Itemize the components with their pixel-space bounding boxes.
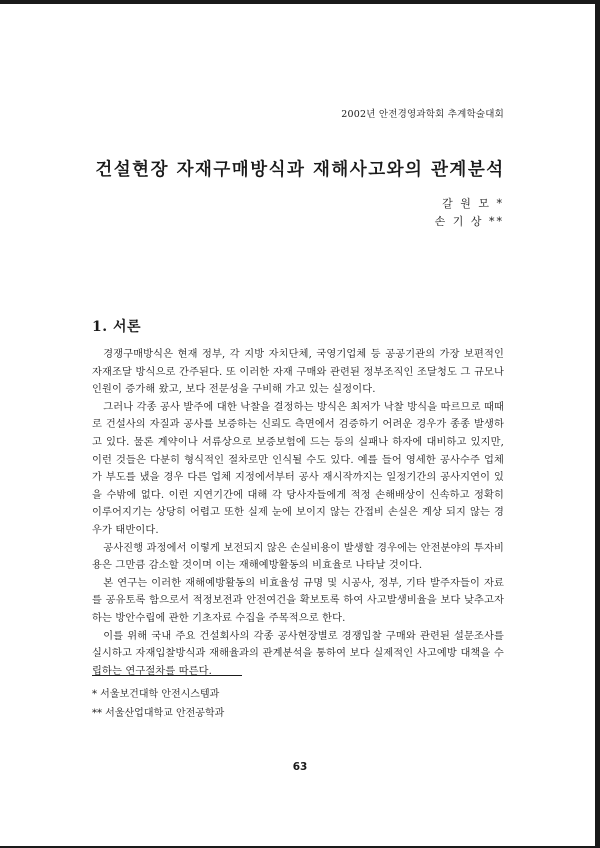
paragraph-5: 이를 위해 국내 주요 건설회사의 각종 공사현장별로 경쟁입찰 구매와 관련된 설문조사를 실시하고 자재입찰방식과 재해율과의 관계분석을 통하여 보다 실제적인 사고예방 대책을 수립하는 연구절차를 따른다. <box>92 630 504 677</box>
running-head: 2002년 안전경영과학회 추계학술대회 <box>341 109 504 120</box>
paragraph-1: 경쟁구매방식은 현재 정부, 각 지방 자치단체, 국영기업체 등 공공기관의 가장 보편적인 자재조달 방식으로 간주된다. 또 이러한 자재 구매와 관련된 정부조직인 조달청도 그 규모나 인원이 증가해 왔고, 보다 전문성을 구비해 가고 있는 실정이다. <box>92 349 504 396</box>
paper-title: 건설현장 자재구매방식과 재해사고와의 관계분석 <box>95 160 505 180</box>
page-border-right <box>595 0 600 848</box>
paragraph-3: 공사진행 과정에서 이렇게 보전되지 않은 손실비용이 발생할 경우에는 안전분야의 투자비용은 그만큼 감소할 것이며 이는 재해예방활동의 비효율로 나타날 것이다. <box>92 542 504 572</box>
paragraph-2: 그러나 각종 공사 발주에 대한 낙찰을 결정하는 방식은 최저가 낙찰 방식을 따르므로 때때로 건설사의 자질과 공사를 보증하는 신뢰도 측면에서 검증하기 어려운 경우가 종종 발생하고 있다. 물론 계약이나 서류상으로 보증보험에 드는 등의 실패나 하자에 대비하고 있지만, 이런 것들은 다분히 형식적인 절차로만 인식될 수도 있다. 예를 들어 영세한 공사수주 업체가 부도를 냈을 경우 다른 업체 지정에서부터 공사 재시작까지는 일정기간의 공사지연이 있을 수밖에 없다. 이런 지연기간에 대해 각 당사자들에게 적정 손해배상이 신속하고 정확히 이루어지기는 상당히 어렵고 또한 실제 눈에 보이지 않는 간접비 손실은 계상 되지 않는 경우가 태반이다. <box>92 401 504 536</box>
footnote-divider <box>92 675 242 676</box>
page-border-top <box>0 0 600 4</box>
author-2: 손 기 상 ** <box>434 215 504 228</box>
footnote-2: ** 서울산업대학교 안전공학과 <box>92 708 225 719</box>
author-1: 갈 원 모 * <box>442 197 504 210</box>
page-number: 63 <box>292 761 308 773</box>
body-text <box>92 346 504 680</box>
section-heading: 1. 서론 <box>92 319 142 335</box>
paragraph-4: 본 연구는 이러한 재해예방활동의 비효율성 규명 및 시공사, 정부, 기타 발주자들이 자료를 공유토록 함으로서 적정보전과 안전여건을 확보토록 하여 사고발생비율을 보다 낮추고자 하는 방안수립에 관한 기초자료 수집을 주목적으로 한다. <box>92 577 504 624</box>
footnotes <box>92 685 224 723</box>
footnote-1: * 서울보건대학 안전시스템과 <box>92 689 220 700</box>
